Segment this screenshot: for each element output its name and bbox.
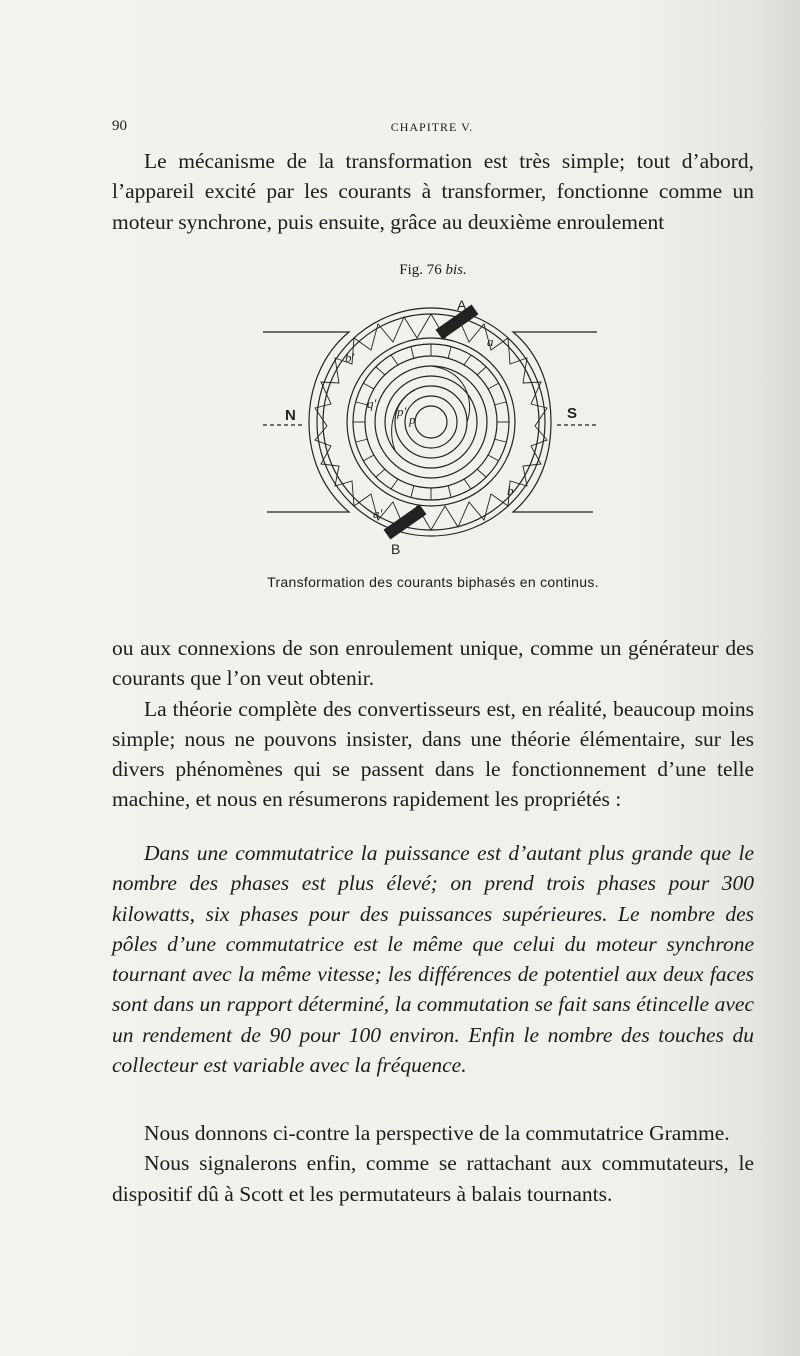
italic-summary-block: [112, 838, 754, 1080]
page-header: [112, 118, 752, 140]
label-p: p: [409, 412, 416, 427]
page-number: 90: [112, 118, 127, 134]
paragraph-5: Nous donnons ci-contre la perspective de la commutatrice Gramme.: [144, 1121, 730, 1145]
running-head: CHAPITRE V.: [390, 120, 474, 134]
figure-label: [112, 262, 754, 279]
figure-number: Fig. 76: [399, 262, 442, 278]
paragraph-6: Nous signalerons enfin, comme se rattachant aux commutateurs, le dispositif dû à Scott et les permutateurs à balais tournants.: [112, 1151, 754, 1206]
label-q-prime: q′: [367, 396, 377, 411]
label-p-prime: p′: [397, 404, 407, 419]
label-n: N: [285, 407, 296, 424]
paragraph-3: La théorie complète des convertisseurs est, en réalité, beaucoup moins simple; nous ne pouvons insister, dans une théorie élémentaire, sur les divers phénomènes qui se passent dans le fonctionnement d’une telle machine, et nous en résumerons rapidement les propriétés :: [112, 696, 754, 812]
paragraph-1: Le mécanisme de la transformation est très simple; tout d’abord, l’appareil excité par les courants à transformer, fonctionne comme un moteur synchrone, puis ensuite, grâce au deuxième enroulement: [112, 149, 754, 234]
label-b-upper: B: [391, 541, 401, 557]
label-b-prime: b′: [345, 350, 355, 365]
label-s: S: [567, 405, 578, 422]
figure-caption: Transformation des courants biphasés en continus.: [267, 574, 599, 590]
paragraph-block-2: [112, 633, 754, 815]
label-a-lower: a: [487, 334, 494, 349]
label-a-prime: a′: [373, 506, 383, 521]
label-b-lower: b: [507, 483, 514, 498]
paragraph-4: Dans une commutatrice la puissance est d’autant plus grande que le nombre des phases est plus élevé; on prend trois phases pour 300 kilowatts, six phases pour des puissances supérieures. Le nombre des pôles d’une commutatrice est le même que celui du moteur synchrone tournant avec la même vitesse; les différences de potentiel aux deux faces sont dans un rapport déterminé, la commutation se fait sans étincelle avec un rendement de 90 pour 100 environ. Enfin le nombre des touches du collecteur est variable avec la fréquence.: [112, 841, 754, 1078]
figure-76bis-diagram: [255, 290, 605, 565]
figure-number-suffix: bis.: [445, 262, 467, 278]
paragraph-block-1: [112, 146, 754, 237]
paragraph-block-5: [112, 1118, 754, 1209]
label-a-upper: A: [457, 297, 467, 313]
paragraph-2: ou aux connexions de son enroulement unique, comme un générateur des courants que l’on veut obtenir.: [112, 636, 754, 691]
